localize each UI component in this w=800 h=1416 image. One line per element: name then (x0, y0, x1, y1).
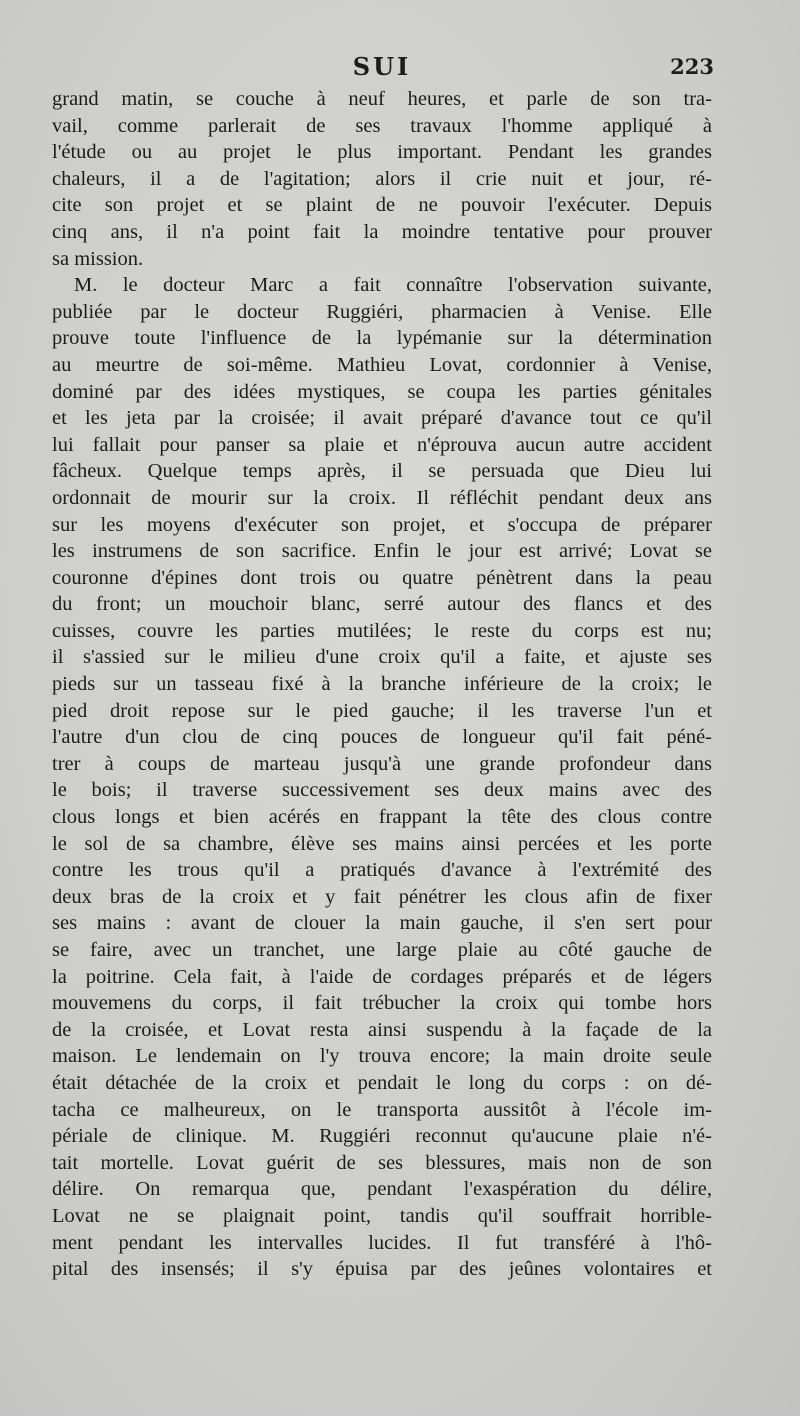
text-line: le bois; il traverse successivement ses deux mains avec des (52, 779, 712, 802)
body-text (52, 86, 712, 1283)
running-head: SUI (352, 52, 412, 81)
text-line: chaleurs, il a de l'agitation; alors il crie nuit et jour, ré- (52, 167, 712, 190)
text-line: l'étude ou au projet le plus important. Pendant les grandes (52, 141, 712, 164)
text-line: mouvemens du corps, il fait trébucher la croix qui tombe hors (52, 992, 712, 1015)
text-line: délire. On remarqua que, pendant l'exaspération du délire, (52, 1178, 712, 1201)
text-line: pied droit repose sur le pied gauche; il les traverse l'un et (52, 699, 712, 722)
text-line: ses mains : avant de clouer la main gauche, il s'en sert pour (52, 912, 712, 935)
text-line: tait mortelle. Lovat guérit de ses blessures, mais non de son (52, 1151, 712, 1174)
text-line: tacha ce malheureux, on le transporta aussitôt à l'école im- (52, 1098, 712, 1121)
text-line: clous longs et bien acérés en frappant la tête des clous contre (52, 806, 712, 829)
text-line: dominé par des idées mystiques, se coupa les parties génitales (52, 380, 712, 403)
text-line: au meurtre de soi-même. Mathieu Lovat, cordonnier à Venise, (52, 353, 712, 376)
page-header (52, 52, 712, 86)
text-line: de la croisée, et Lovat resta ainsi suspendu à la façade de la (52, 1018, 712, 1041)
text-line: se faire, avec un tranchet, une large plaie au côté gauche de (52, 939, 712, 961)
text-line: maison. Le lendemain on l'y trouva encore; la main droite seule (52, 1045, 712, 1068)
text-line: périale de clinique. M. Ruggiéri reconnut qu'aucune plaie n'é- (52, 1125, 712, 1148)
text-line: vail, comme parlerait de ses travaux l'homme appliqué à (52, 114, 712, 137)
text-line: et les jeta par la croisée; il avait préparé d'avance tout ce qu'il (52, 407, 712, 430)
text-line: trer à coups de marteau jusqu'à une grande profondeur dans (52, 752, 712, 775)
text-line: le sol de sa chambre, élève ses mains ainsi percées et les porte (52, 832, 712, 855)
text-line: il s'assied sur le milieu d'une croix qu'il a faite, et ajuste ses (52, 646, 712, 669)
text-line: Lovat ne se plaignait point, tandis qu'il souffrait horrible- (52, 1204, 712, 1227)
book-page (52, 52, 712, 1283)
text-line: cite son projet et se plaint de ne pouvoir l'exécuter. Depuis (52, 194, 712, 217)
text-line: deux bras de la croix et y fait pénétrer les clous afin de fixer (52, 885, 712, 908)
text-line: publiée par le docteur Ruggiéri, pharmacien à Venise. Elle (52, 300, 712, 323)
text-line: sur les moyens d'exécuter son projet, et s'occupa de préparer (52, 513, 712, 536)
text-line: pieds sur un tasseau fixé à la branche inférieure de la croix; le (52, 673, 712, 696)
text-line: les instrumens de son sacrifice. Enfin le jour est arrivé; Lovat se (52, 540, 712, 563)
text-line: contre les trous qu'il a pratiqués d'avance à l'extrémité des (52, 859, 712, 882)
text-line: couronne d'épines dont trois ou quatre pénètrent dans la peau (52, 566, 712, 589)
text-line: ordonnait de mourir sur la croix. Il réfléchit pendant deux ans (52, 486, 712, 509)
text-line: prouve toute l'influence de la lypémanie sur la détermination (52, 327, 712, 350)
text-line: cuisses, couvre les parties mutilées; le reste du corps est nu; (52, 619, 712, 642)
text-line: cinq ans, il n'a point fait la moindre tentative pour prouver (52, 220, 712, 243)
page-number: 223 (670, 54, 714, 79)
text-line: grand matin, se couche à neuf heures, et parle de son tra- (52, 88, 712, 110)
text-line: lui fallait pour panser sa plaie et n'éprouva aucun autre accident (52, 433, 712, 456)
text-line: M. le docteur Marc a fait connaître l'observation suivante, (74, 274, 712, 297)
text-line: du front; un mouchoir blanc, serré autour des flancs et des (52, 593, 712, 616)
text-line: sa mission. (52, 247, 144, 270)
text-line: pital des insensés; il s'y épuisa par des jeûnes volontaires et (52, 1258, 712, 1281)
text-line: fâcheux. Quelque temps après, il se persuada que Dieu lui (52, 460, 712, 483)
text-line: ment pendant les intervalles lucides. Il fut transféré à l'hô- (52, 1231, 712, 1254)
text-line: l'autre d'un clou de cinq pouces de longueur qu'il fait péné- (52, 726, 712, 749)
text-line: la poitrine. Cela fait, à l'aide de cordages préparés et de légers (52, 965, 712, 988)
text-line: était détachée de la croix et pendait le long du corps : on dé- (52, 1071, 712, 1094)
